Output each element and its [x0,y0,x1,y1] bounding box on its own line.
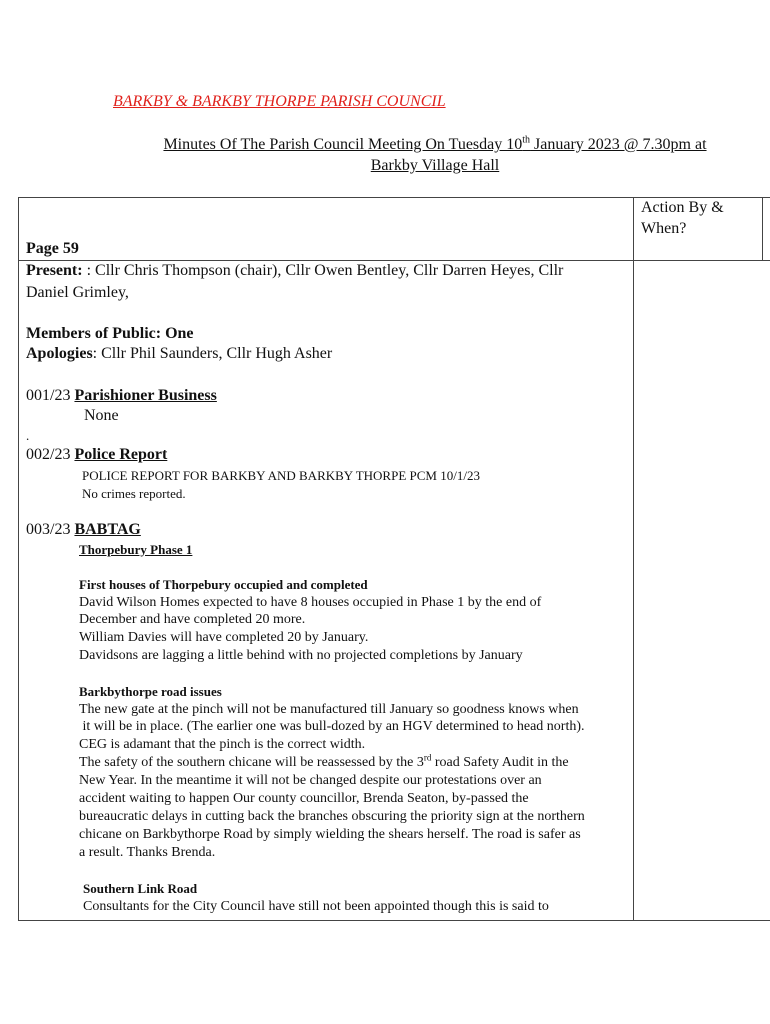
item-001-body: None [84,407,119,424]
occupied-line: William Davies will have completed 20 by January. [79,630,369,645]
road-line: accident waiting to happen Our county councillor, Brenda Seaton, by-passed the [79,791,529,806]
subtitle-line1-pre: Minutes Of The Parish Council Meeting On Tuesday 10 [163,136,523,153]
present-label: Present: [26,262,87,279]
table-header-divider [18,260,770,261]
item-001-number: 001/23 [26,387,75,404]
link-road-line: Consultants for the City Council have still not been appointed though this is said to [83,899,549,914]
road-issues-heading: Barkbythorpe road issues [79,684,222,699]
item-002-heading [26,446,167,464]
item-002-number: 002/23 [26,446,75,463]
road-safety-ordinal: rd [423,752,432,763]
road-safety-pre: The safety of the southern chicane will be reassessed by the 3 [79,755,424,770]
members-of-public: Members of Public: One [26,325,194,342]
item-001-title: Parishioner Business [74,387,217,404]
item-003-number: 003/23 [26,521,75,538]
subtitle-line2: Barkby Village Hall [370,157,500,174]
action-by-header: Action By & When? [641,199,724,237]
item-003-title: BABTAG [74,521,141,538]
road-line: CEG is adamant that the pinch is the correct width. [79,737,366,752]
present-text-1: : Cllr Chris Thompson (chair), Cllr Owen Bentley, Cllr Darren Heyes, Cllr [86,262,564,279]
table-left-border [18,197,19,921]
road-line: bureaucratic delays in cutting back the branches obscuring the priority sign at the northern [79,809,585,824]
occupied-line: David Wilson Homes expected to have 8 houses occupied in Phase 1 by the end of [79,595,542,610]
apologies-label: Apologies [26,345,93,362]
stray-dot: . [26,428,30,443]
apologies-line [26,345,332,363]
item-002-title: Police Report [74,446,168,463]
council-title: BARKBY & BARKBY THORPE PARISH COUNCIL [113,93,446,110]
item-003-heading [26,521,141,539]
present-line [26,262,563,280]
police-report-line1: POLICE REPORT FOR BARKBY AND BARKBY THORPE PCM 10/1/23 [82,468,480,483]
police-report-line2: No crimes reported. [82,486,186,501]
road-line: chicane on Barkbythorpe Road by simply wielding the shears herself. The road is safer as [79,827,581,842]
table-column-divider [633,197,634,921]
item-001-heading [26,387,217,405]
road-line: a result. Thanks Brenda. [79,845,216,860]
road-safety-post: road Safety Audit in the [431,755,569,770]
subtitle-ordinal: th [522,134,531,146]
table-right-divider [762,197,763,260]
table-bottom-border [18,920,770,921]
occupied-line: Davidsons are lagging a little behind with no projected completions by January [79,648,523,663]
page-label: Page 59 [26,240,79,257]
meeting-subtitle [100,134,770,176]
apologies-text: : Cllr Phil Saunders, Cllr Hugh Asher [92,345,333,362]
road-line: it will be in place. (The earlier one was bull-dozed by an HGV determined to head north). [79,719,585,734]
occupied-heading: First houses of Thorpebury occupied and completed [79,577,368,592]
subtitle-line1-post: January 2023 @ 7.30pm at [530,136,707,153]
occupied-line: December and have completed 20 more. [79,612,306,627]
thorpebury-phase-heading: Thorpebury Phase 1 [79,542,193,557]
present-text-2: Daniel Grimley, [26,284,129,301]
road-line: The new gate at the pinch will not be manufactured till January so goodness knows when [79,702,579,717]
road-safety-line [79,752,569,771]
link-road-heading: Southern Link Road [83,881,198,896]
road-line: New Year. In the meantime it will not be changed despite our protestations over an [79,773,542,788]
